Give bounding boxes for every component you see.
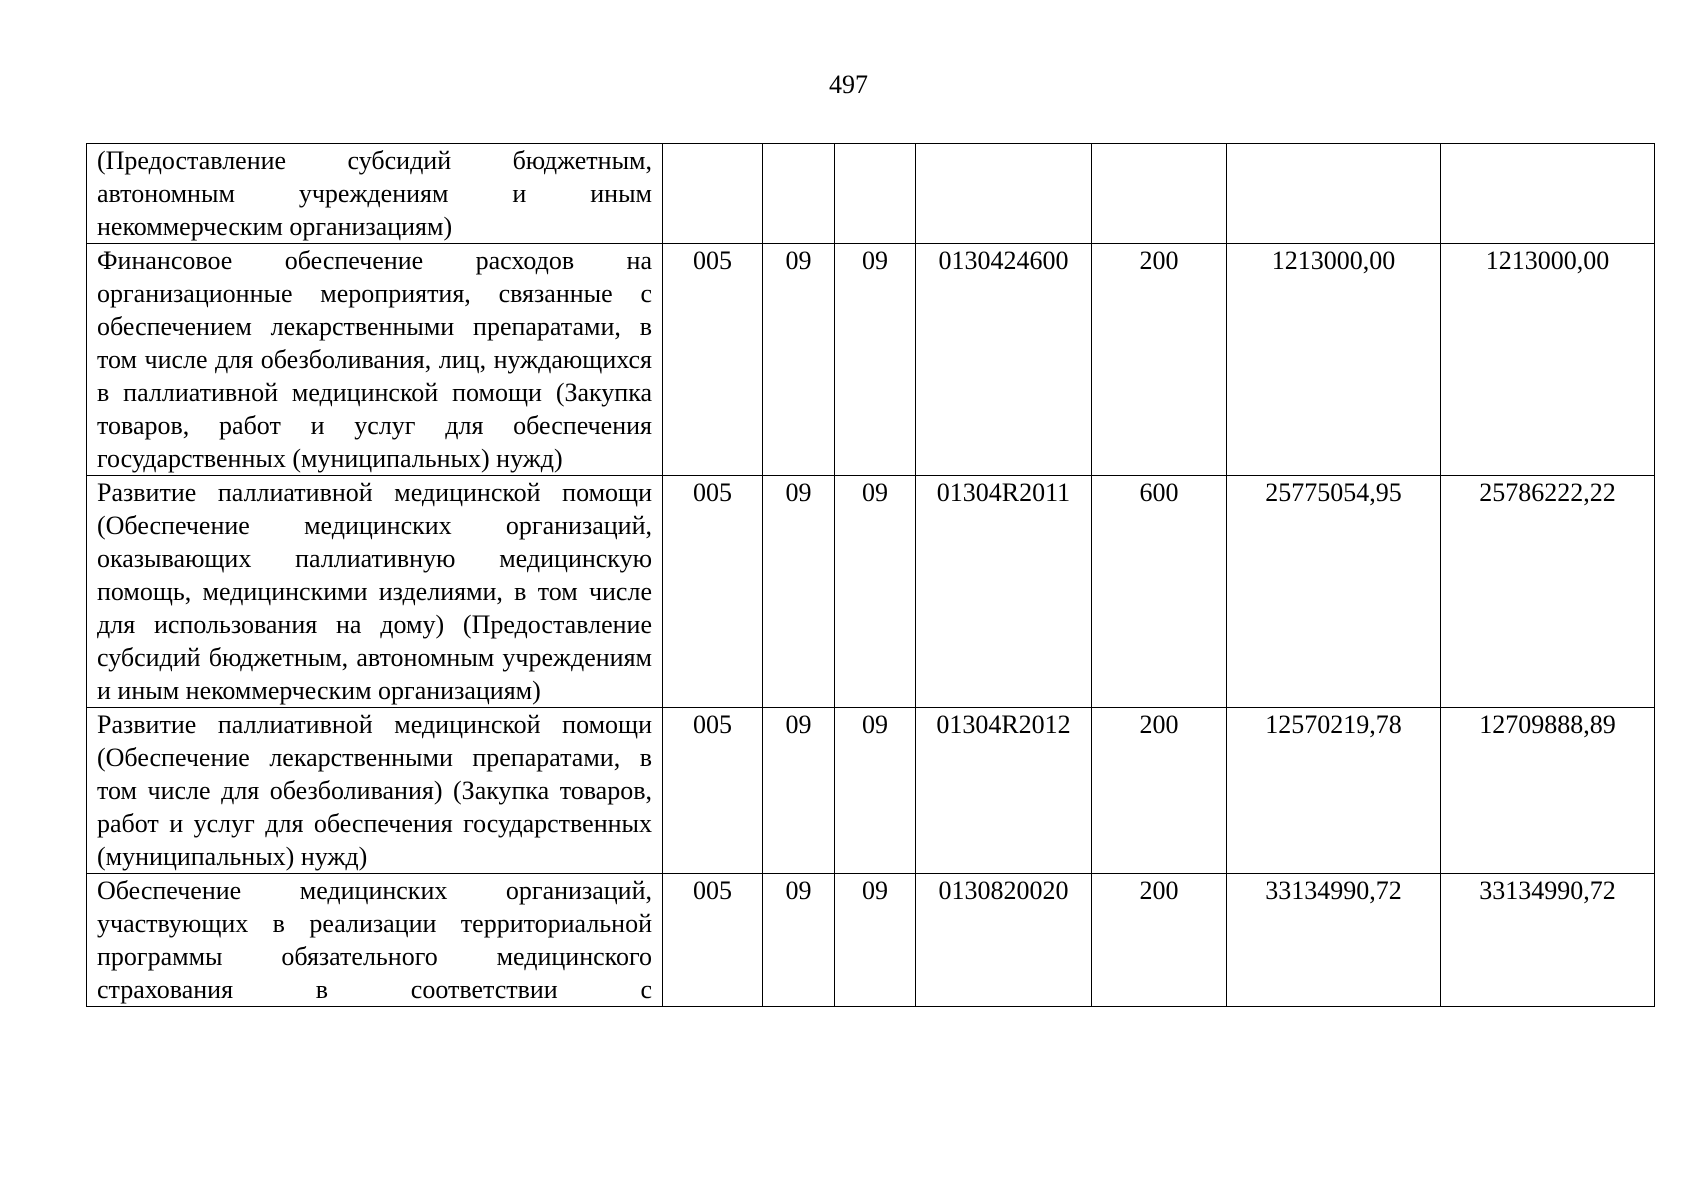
amount-2-cell: 33134990,72 [1441,874,1655,1007]
row-name-cell: Развитие паллиативной медицинской помощи (Обеспечение лекарственными препаратами, в том числе для обезболивания) (Закупка товаров, работ и услуг для обеспечения государственных (муниципальных) нужд) [87,708,663,874]
expense-type-cell [1092,144,1227,244]
grbs-cell [663,144,763,244]
section-cell: 09 [763,708,835,874]
section-cell: 09 [763,476,835,708]
table-row [87,144,1655,244]
table-row [87,244,1655,476]
target-article-cell: 0130820020 [916,874,1092,1007]
subsection-cell [835,144,916,244]
amount-2-cell: 12709888,89 [1441,708,1655,874]
subsection-cell: 09 [835,244,916,476]
amount-2-cell: 25786222,22 [1441,476,1655,708]
amount-1-cell: 1213000,00 [1227,244,1441,476]
target-article-cell: 01304R2011 [916,476,1092,708]
expense-type-cell: 200 [1092,244,1227,476]
target-article-cell: 01304R2012 [916,708,1092,874]
row-name-cell: Обеспечение медицинских организаций, участвующих в реализации территориальной программы обязательного медицинского страхования в соответствии с [87,874,663,1007]
expense-type-cell: 600 [1092,476,1227,708]
amount-1-cell: 25775054,95 [1227,476,1441,708]
amount-1-cell: 12570219,78 [1227,708,1441,874]
target-article-cell: 0130424600 [916,244,1092,476]
amount-1-cell [1227,144,1441,244]
row-name-cell: Финансовое обеспечение расходов на организационные мероприятия, связанные с обеспечением лекарственными препаратами, в том числе для обезболивания, лиц, нуждающихся в паллиативной медицинской помощи (Закупка товаров, работ и услуг для обеспечения государственных (муниципальных) нужд) [87,244,663,476]
budget-table [86,143,1655,1007]
page-number: 497 [829,70,868,99]
table-row [87,708,1655,874]
section-cell [763,144,835,244]
amount-2-cell: 1213000,00 [1441,244,1655,476]
table-row [87,476,1655,708]
section-cell: 09 [763,874,835,1007]
grbs-cell: 005 [663,476,763,708]
subsection-cell: 09 [835,476,916,708]
section-cell: 09 [763,244,835,476]
amount-2-cell [1441,144,1655,244]
row-name-cell: (Предоставление субсидий бюджетным, автономным учреждениям и иным некоммерческим организациям) [87,144,663,244]
expense-type-cell: 200 [1092,708,1227,874]
target-article-cell [916,144,1092,244]
subsection-cell: 09 [835,708,916,874]
expense-type-cell: 200 [1092,874,1227,1007]
grbs-cell: 005 [663,244,763,476]
grbs-cell: 005 [663,874,763,1007]
table-row [87,874,1655,1007]
subsection-cell: 09 [835,874,916,1007]
grbs-cell: 005 [663,708,763,874]
amount-1-cell: 33134990,72 [1227,874,1441,1007]
row-name-cell: Развитие паллиативной медицинской помощи (Обеспечение медицинских организаций, оказывающих паллиативную медицинскую помощь, медицинскими изделиями, в том числе для использования на дому) (Предоставление субсидий бюджетным, автономным учреждениям и иным некоммерческим организациям) [87,476,663,708]
